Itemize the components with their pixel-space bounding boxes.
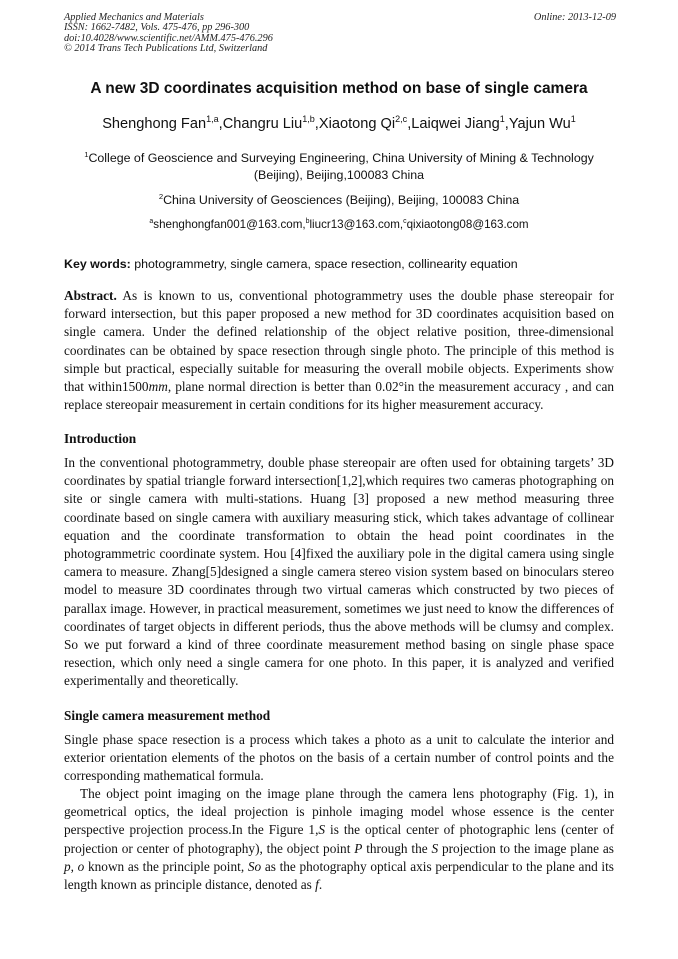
single-camera-paragraph-2 [64, 785, 614, 894]
paragraph-run: , [70, 858, 78, 874]
keywords-label: Key words: [64, 257, 131, 271]
paragraph-run: The object point imaging on the image plane through the camera lens photography (Fig. 1), in geometrical optics, the ideal projection is pinhole imaging model whose essence is the center perspective projection process.In the Figure 1, [64, 786, 614, 838]
affiliation-text: China University of Geosciences (Beijing), Beijing, 100083 China [163, 193, 520, 207]
introduction-paragraph: In the conventional photogrammetry, double phase stereopair are often used for obtaining targets’ 3D coordinates by spatial triangle forward intersection[1,2],which requires two cameras photographing on site or single camera with multi-stations. Huang [3] proposed a new method measuring three coordinate based on single camera with auxiliary measuring stick, which takes advantage of collinear equation and the coordinate transformation to obtain the head point coordinates in the photogrammetric coordinate system. Hou [4]fixed the auxiliary pole in the digital camera using single camera to measure. Zhang[5]designed a single camera stereo vision system based on binoculars stereo model to measure 3D coordinates through two virtual cameras which constructed by two pieces of parallax image. However, in practical measurement, sometimes we just need to know the differences of coordinates of target objects in different periods, thus the above methods will be clumsy and complex. So we put forward a kind of three coordinate measurement method basing on single phase space resection, which only need a single camera for one photo. In this paper, it is analyzed and verified experimentally and theoretically. [64, 455, 614, 689]
email-mark: c [403, 218, 407, 226]
paragraph-run: projection to the image plane as [438, 840, 614, 856]
abstract [64, 287, 614, 414]
author-name: Xiaotong Qi [318, 116, 396, 132]
author-emails [0, 217, 678, 233]
issn-line: ISSN: 1662-7482, Vols. 475-476, pp 296-300 [64, 22, 250, 34]
author-affiliation-mark: 1,b [302, 114, 315, 125]
abstract-label: Abstract. [64, 288, 117, 303]
author-affiliation-mark: 1,a [206, 114, 219, 125]
author-list: Shenghong Fan$^{1,a}$,Changru Liu$^{1,b}$,Xiaotong Qi$^{2,c}$,Laiqwei Jiang$^1$,Yajun Wu$^1$ [102, 114, 576, 132]
symbol-run: S [431, 840, 439, 856]
journal-name: Applied Mechanics and Materials [64, 12, 204, 23]
email-mark: a [149, 218, 154, 226]
author-affiliation-mark: 1 [499, 114, 505, 125]
email-address: liucr13@163.com, [309, 218, 404, 231]
paragraph-run: through the [362, 840, 432, 856]
paper-title: A new 3D coordinates acquisition method on base of single camera [90, 80, 588, 97]
symbol-run: f [315, 877, 319, 893]
journal-header [64, 13, 616, 55]
paragraph-run: as the photography optical axis perpendicular to the plane and its length known as principle distance, denoted as [64, 858, 614, 893]
paragraph-run: is the optical center of photographic lens (center of projection or center of photography), the object point [64, 822, 614, 856]
single-camera-paragraph-1: Single phase space resection is a process which takes a photo as a unit to calculate the interior and exterior orientation elements of the photos on the basis of a certain number of control points and the corresponding mathematical formula. [64, 732, 614, 784]
single-camera-heading: Single camera measurement method [64, 708, 271, 723]
affiliation-2 [70, 192, 608, 209]
affiliation-mark: 2 [158, 191, 164, 201]
introduction-heading: Introduction [64, 431, 137, 446]
author-affiliation-mark: 2,c [395, 114, 408, 125]
affiliation-mark: 1 [84, 149, 89, 159]
doi-line: doi:10.4028/www.scientific.net/AMM.475-476.296 [64, 32, 273, 44]
abstract-text: As is known to us, conventional photogrammetry uses the double phase stereopair for forward intersection, but this paper proposed a new method for 3D coordinates acquisition based on single camera. Under the defined relationship of the object relative position, three-dimensional coordinates can be obtained by space resection through single photo. The principle of this method is simple but practical, especially suitable for measuring the overall mobile objects. Experiments show that within1500 [64, 288, 615, 395]
author-name: Shenghong Fan [102, 116, 207, 132]
email-address: shenghongfan001@163.com, [153, 218, 306, 231]
paragraph-run: known as the principle point, [84, 858, 248, 874]
copyright-line: © 2014 Trans Tech Publications Ltd, Switzerland [64, 43, 268, 55]
symbol-run: P [354, 840, 363, 856]
keywords [64, 256, 624, 272]
paragraph-run: . [318, 877, 323, 893]
symbol-run: p [64, 858, 71, 874]
email-address: qixiaotong08@163.com [406, 218, 529, 231]
symbol-run: So [247, 858, 262, 874]
affiliation-1 [70, 150, 608, 184]
keywords-text: photogrammetry, single camera, space resection, collinearity equation [134, 257, 518, 271]
online-date: Online: 2013-12-09 [533, 12, 616, 23]
symbol-run: S [318, 822, 326, 838]
abstract-text-continued: , plane normal direction is better than 0.02°in the measurement accuracy , and can replace stereopair measurement in certain conditions for its higher measurement accuracy. [64, 379, 615, 413]
email-mark: b [305, 218, 310, 226]
abstract-unit: mm [148, 379, 168, 395]
author-affiliation-mark: 1 [570, 114, 576, 125]
affiliation-text: College of Geoscience and Surveying Engineering, China University of Mining & Technology (Beijing), Beijing,100083 China [88, 151, 594, 182]
author-name: Changru Liu [222, 116, 303, 132]
symbol-run: o [77, 858, 85, 874]
author-name: Yajun Wu [508, 116, 571, 132]
author-name: Laiqwei Jiang [411, 116, 500, 132]
